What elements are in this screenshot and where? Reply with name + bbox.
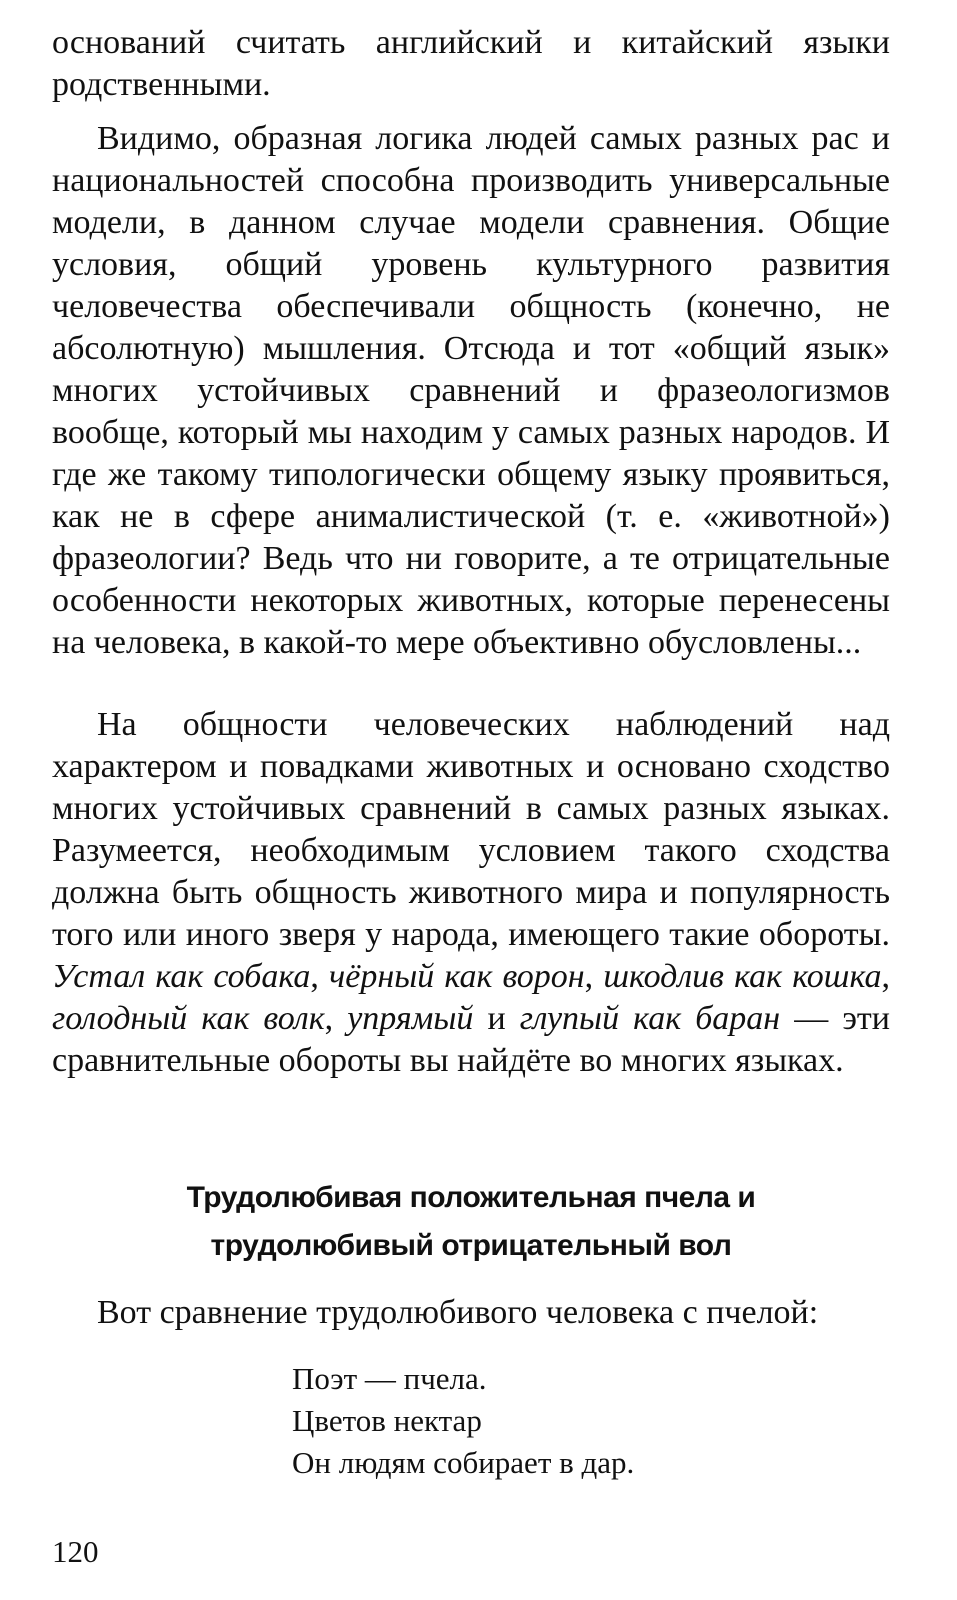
section-heading — [52, 1174, 890, 1270]
italic-phrase-4: голодный как волк — [52, 1000, 325, 1037]
paragraph-3-part-1: На общности человеческих наблюдений над характером и повадками животных и основано сходство многих устойчивых сравнений в самых разных языках. Разумеется, необходимым условием такого сходства должна быть общность животного мира и популярность того или иного зверя у народа, имеющего такие обороты. — [52, 706, 890, 953]
paragraph-3 — [52, 704, 890, 1082]
italic-phrase-2: чёрный как ворон — [329, 958, 585, 995]
separator-5: и — [473, 1000, 520, 1037]
italic-phrase-5: упрямый — [347, 1000, 474, 1037]
italic-phrase-3: шкодлив как кошка — [603, 958, 882, 995]
italic-phrase-6: глупый как баран — [519, 1000, 781, 1037]
separator-4: , — [324, 1000, 348, 1037]
section-heading-line-1: Трудолюбивая положительная пчела и — [186, 1181, 756, 1214]
paragraph-3-text — [52, 704, 890, 1082]
page-number: 120 — [52, 1534, 99, 1569]
paragraph-continuation — [52, 22, 890, 106]
poem-line-2: Цветов нектар — [292, 1403, 482, 1438]
separator-1: , — [310, 958, 330, 995]
poem-line-3: Он людям собирает в дар. — [292, 1445, 635, 1480]
paragraph-2-text: Видимо, образная логика людей самых разных рас и национальностей способна производить универсальные модели, в данном случае модели сравнения. Общие условия, общий уровень культурного развития человечества обеспечивали общность (конечно, не абсолютную) мышления. Отсюда и тот «общий язык» многих устойчивых сравнений и фразеологизмов вообще, который мы находим у самых разных народов. И где же такому типологически общему языку проявиться, как не в сфере анималистической (т. е. «животной») фразеологии? Ведь что ни говорите, а те отрицательные особенности некоторых животных, которые перенесены на человека, в какой-то мере объективно обусловлены... — [52, 120, 890, 661]
separator-2: , — [584, 958, 604, 995]
paragraph-3-part-2: — эти сравнительные обороты вы найдёте во многих языках. — [52, 1000, 890, 1079]
poem-line-1: Поэт — пчела. — [292, 1361, 487, 1396]
separator-3: , — [881, 958, 891, 995]
italic-phrase-1: Устал как собака — [52, 958, 311, 995]
section-heading-line-2: трудолюбивый отрицательный вол — [210, 1229, 732, 1262]
paragraph-1-text: оснований считать английский и китайский языки родственными. — [52, 24, 890, 103]
paragraph-2 — [52, 118, 890, 664]
section-intro: Вот сравнение трудолюбивого человека с пчелой: — [97, 1294, 819, 1331]
poem-quote — [292, 1358, 634, 1484]
